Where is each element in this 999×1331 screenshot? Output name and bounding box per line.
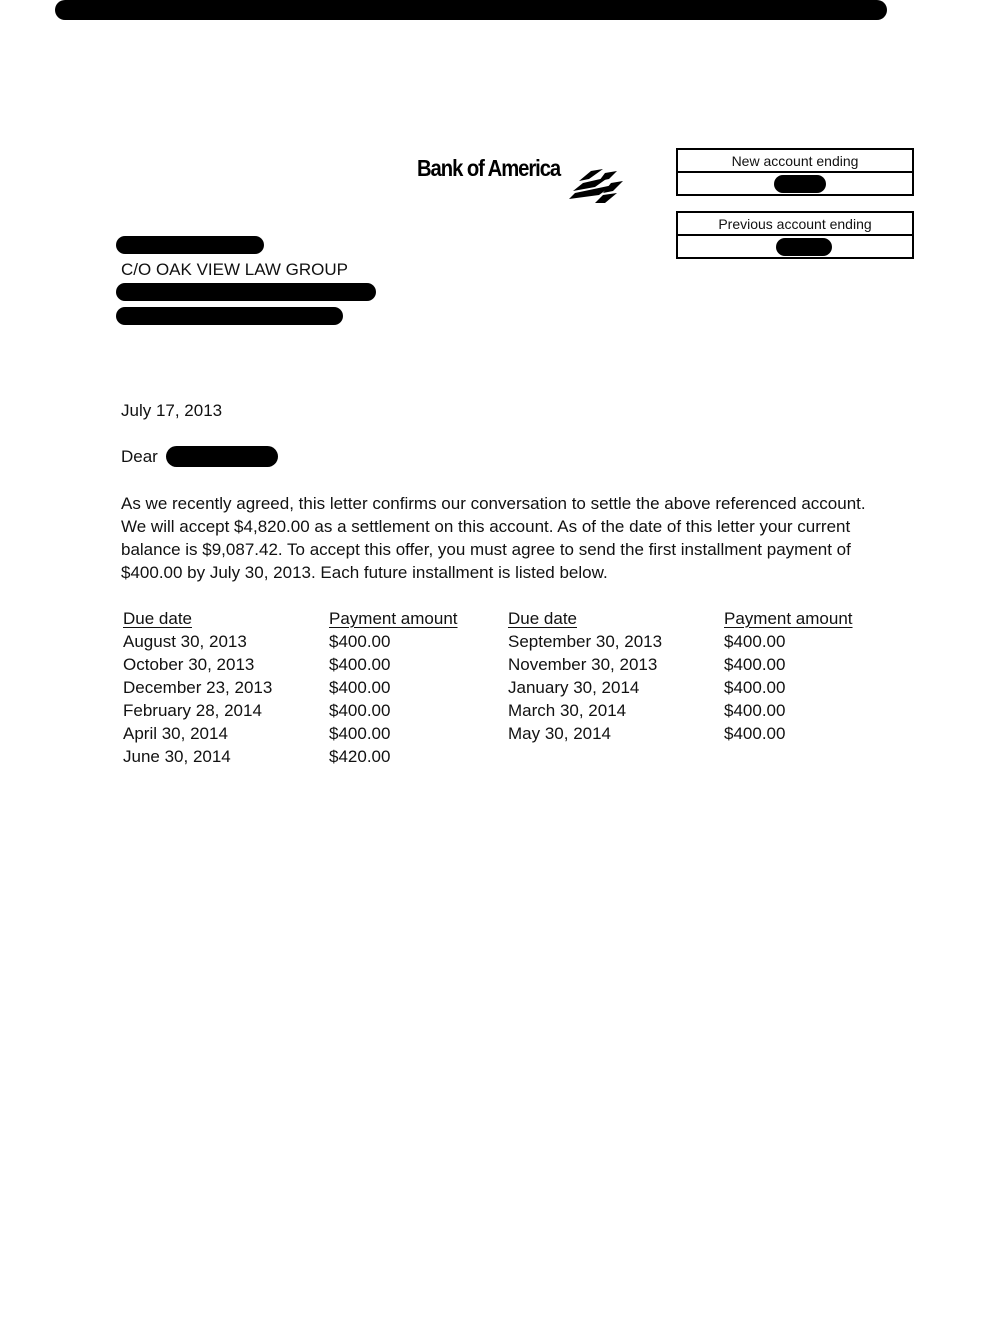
redaction-recipient-name [116, 236, 264, 254]
previous-account-value [678, 236, 912, 257]
schedule-due-date: August 30, 2013 [123, 632, 247, 651]
schedule-header-payment-amount: Payment amount [724, 609, 853, 628]
schedule-payment-amount: $420.00 [329, 747, 391, 766]
schedule-due-date: November 30, 2013 [508, 655, 658, 674]
bank-logo-text: Bank of America [417, 155, 561, 181]
flagscape-icon [569, 169, 625, 203]
schedule-due-date: January 30, 2014 [508, 678, 640, 697]
new-account-label: New account ending [678, 150, 912, 173]
schedule-due-date: December 23, 2013 [123, 678, 273, 697]
schedule-payment-amount: $400.00 [724, 655, 786, 674]
schedule-header-due-date: Due date [508, 609, 577, 628]
schedule-due-date: April 30, 2014 [123, 724, 228, 743]
previous-account-label: Previous account ending [678, 213, 912, 236]
salutation [121, 447, 158, 467]
letter-date: July 17, 2013 [121, 401, 223, 420]
schedule-due-date: September 30, 2013 [508, 632, 663, 651]
schedule-header-payment-amount: Payment amount [329, 609, 458, 628]
previous-account-box [676, 211, 914, 259]
schedule-payment-amount: $400.00 [329, 724, 391, 743]
schedule-due-date: March 30, 2014 [508, 701, 627, 720]
schedule-payment-amount: $400.00 [329, 655, 391, 674]
new-account-value [678, 173, 912, 194]
schedule-due-date: February 28, 2014 [123, 701, 262, 720]
schedule-payment-amount: $400.00 [724, 632, 786, 651]
schedule-payment-amount: $400.00 [724, 701, 786, 720]
redaction-address-city [116, 307, 343, 325]
redaction-salutation-name [166, 446, 278, 467]
new-account-box [676, 148, 914, 196]
redaction-new-account [774, 175, 826, 193]
schedule-due-date: May 30, 2014 [508, 724, 612, 743]
redaction-previous-account [776, 238, 832, 256]
salutation-text: Dear [121, 447, 158, 466]
schedule-payment-amount: $400.00 [724, 678, 786, 697]
schedule-payment-amount: $400.00 [329, 678, 391, 697]
schedule-due-date: June 30, 2014 [123, 747, 231, 766]
schedule-due-date: October 30, 2013 [123, 655, 255, 674]
redaction-address-street [116, 283, 376, 301]
letter-body: As we recently agreed, this letter confirms our conversation to settle the above referenced account. We will accept $4,820.00 as a settlement on this account. As of the date of this letter your current balance is $9,087.42. To accept this offer, you must agree to send the first installment payment of $400.00 by July 30, 2013. Each future installment is listed below. [121, 494, 866, 582]
schedule-payment-amount: $400.00 [329, 701, 391, 720]
schedule-header-due-date: Due date [123, 609, 192, 628]
redaction-bar-top [55, 0, 887, 20]
address-care-of: C/O OAK VIEW LAW GROUP [121, 260, 349, 279]
schedule-payment-amount: $400.00 [724, 724, 786, 743]
bank-logo [417, 155, 627, 205]
schedule-payment-amount: $400.00 [329, 632, 391, 651]
